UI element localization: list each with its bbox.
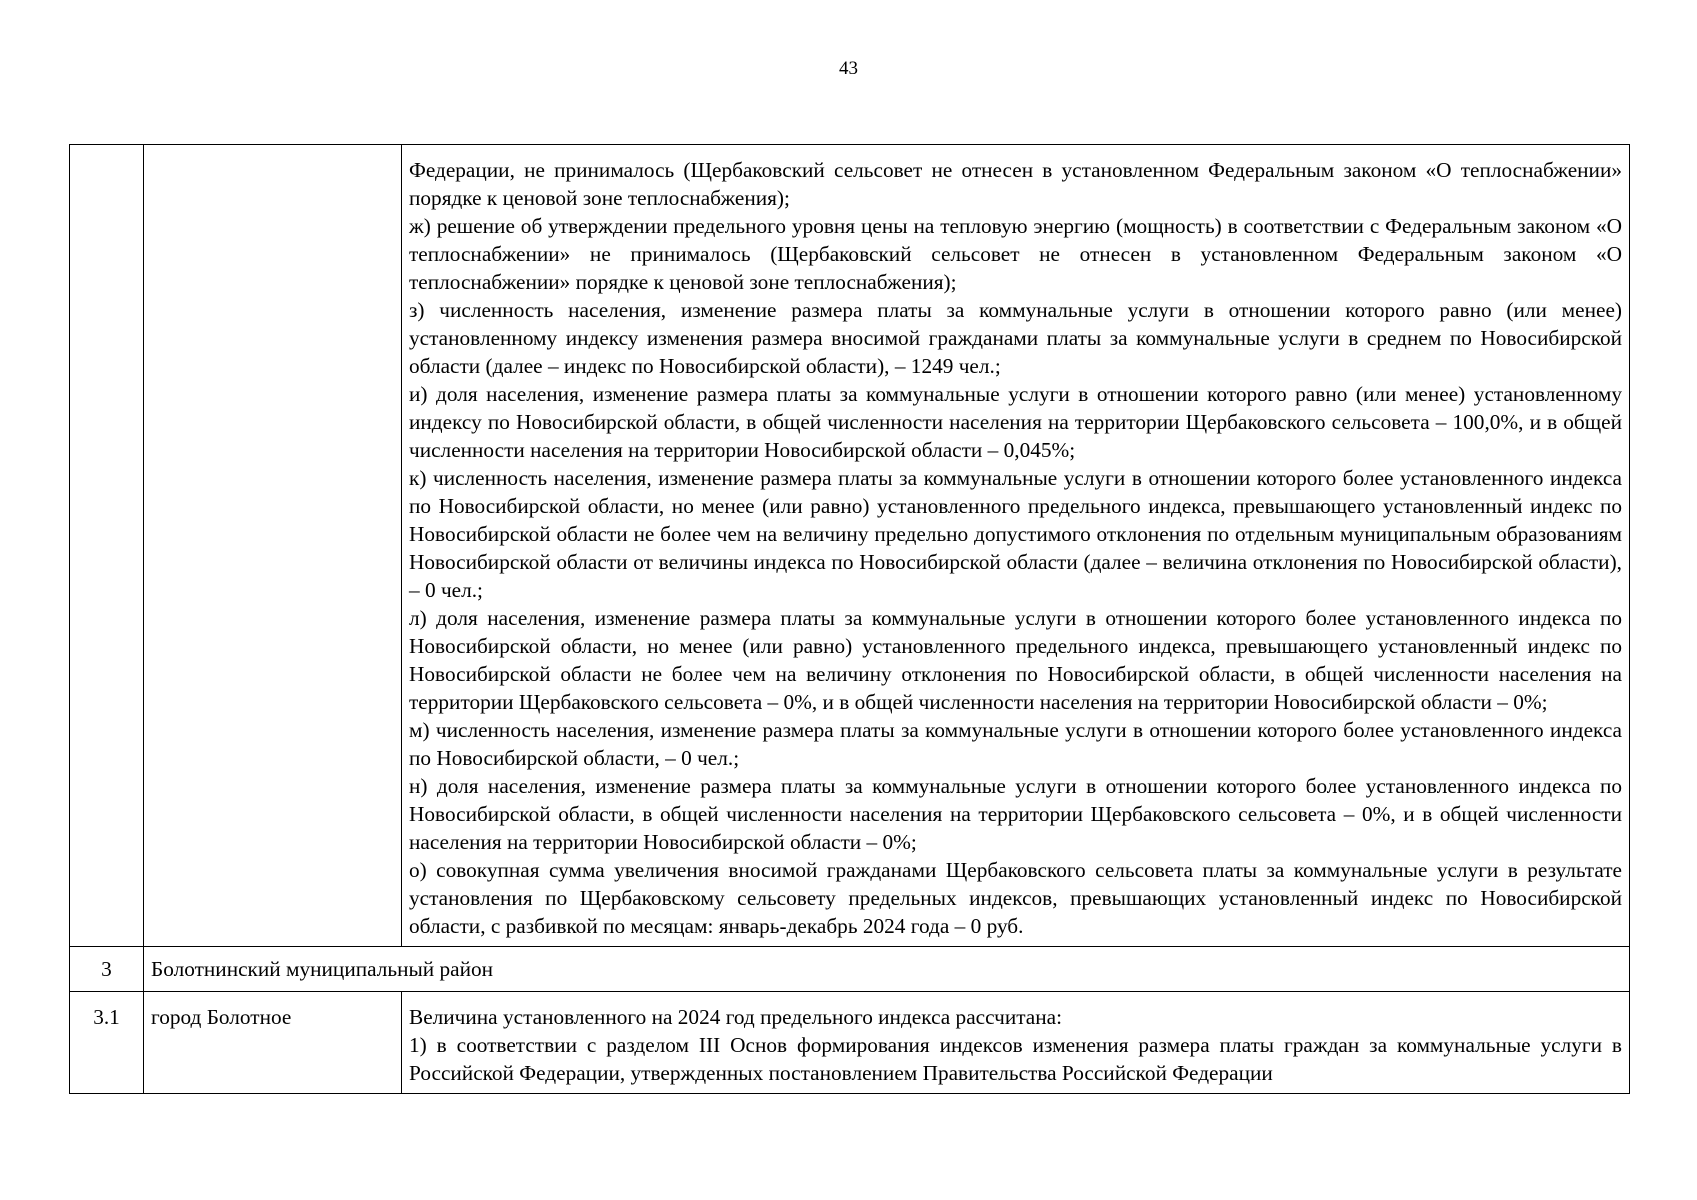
paragraph-intro: Величина установленного на 2024 год предельного индекса рассчитана: (409, 1005, 1063, 1029)
paragraph-o: о) совокупная сумма увеличения вносимой гражданами Щербаковского сельсовета платы за коммунальные услуги в результате установления по Щербаковскому сельсовету предельных индексов, превышающих установленный индекс по Новосибирской области, с разбивкой по месяцам: январь-декабрь 2024 года – 0 руб. (409, 858, 1622, 938)
municipality-name-cell (144, 145, 402, 947)
page-number: 43 (839, 58, 858, 79)
subsection-number-cell: 3.1 (70, 992, 144, 1094)
subsection-description-cell (402, 992, 1630, 1094)
paragraph-n: н) доля населения, изменение размера платы за коммунальные услуги в отношении которого более установленного индекса по Новосибирской области, в общей численности населения на территории Щербаковского сельсовета – 0%, и в общей численности населения на территории Новосибирской области – 0%; (409, 774, 1622, 854)
table-row-continuation (70, 145, 1630, 947)
paragraph-i: и) доля населения, изменение размера платы за коммунальные услуги в отношении которого равно (или менее) установленному индексу по Новосибирской области, в общей численности населения на территории Щербаковского сельсовета – 100,0%, и в общей численности населения на территории Новосибирской области – 0,045%; (409, 382, 1622, 462)
paragraph-zh: ж) решение об утверждении предельного уровня цены на тепловую энергию (мощность) в соответствии с Федеральным законом «О теплоснабжении» не принималось (Щербаковский сельсовет не отнесен в установленном Федеральным законом «О теплоснабжении» порядке к ценовой зоне теплоснабжения); (409, 214, 1622, 294)
row-number-cell (70, 145, 144, 947)
paragraph-l: л) доля населения, изменение размера платы за коммунальные услуги в отношении которого более установленного индекса по Новосибирской области, но менее (или равно) установленного предельного индекса, превышающего установленный индекс по Новосибирской области не более чем на величину отклонения по Новосибирской области, в общей численности населения на территории Щербаковского сельсовета – 0%, и в общей численности населения на территории Новосибирской области – 0%; (409, 606, 1622, 714)
paragraph-federation-continuation: Федерации, не принималось (Щербаковский сельсовет не отнесен в установленном Федеральным законом «О теплоснабжении» порядке к ценовой зоне теплоснабжения); (409, 158, 1622, 210)
section-title-cell: Болотнинский муниципальный район (144, 947, 1630, 992)
section-number-cell: 3 (70, 947, 144, 992)
description-cell (402, 145, 1630, 947)
paragraph-z: з) численность населения, изменение размера платы за коммунальные услуги в отношении которого равно (или менее) установленному индексу изменения размера вносимой гражданами платы за коммунальные услуги в среднем по Новосибирской области (далее – индекс по Новосибирской области), – 1249 чел.; (409, 298, 1622, 378)
table-row-section (70, 947, 1630, 992)
paragraph-1: 1) в соответствии с разделом III Основ формирования индексов изменения размера платы граждан за коммунальные услуги в Российской Федерации, утвержденных постановлением Правительства Российской Федерации (409, 1033, 1622, 1085)
paragraph-k: к) численность населения, изменение размера платы за коммунальные услуги в отношении которого более установленного индекса по Новосибирской области, но менее (или равно) установленного предельного индекса, превышающего установленный индекс по Новосибирской области не более чем на величину предельно допустимого отклонения по отдельным муниципальным образованиям Новосибирской области от величины индекса по Новосибирской области (далее – величина отклонения по Новосибирской области), – 0 чел.; (409, 466, 1622, 602)
table-row-subsection (70, 992, 1630, 1094)
subsection-name-cell: город Болотное (144, 992, 402, 1094)
regional-index-table (69, 144, 1630, 1094)
paragraph-m: м) численность населения, изменение размера платы за коммунальные услуги в отношении которого более установленного индекса по Новосибирской области, – 0 чел.; (409, 718, 1622, 770)
